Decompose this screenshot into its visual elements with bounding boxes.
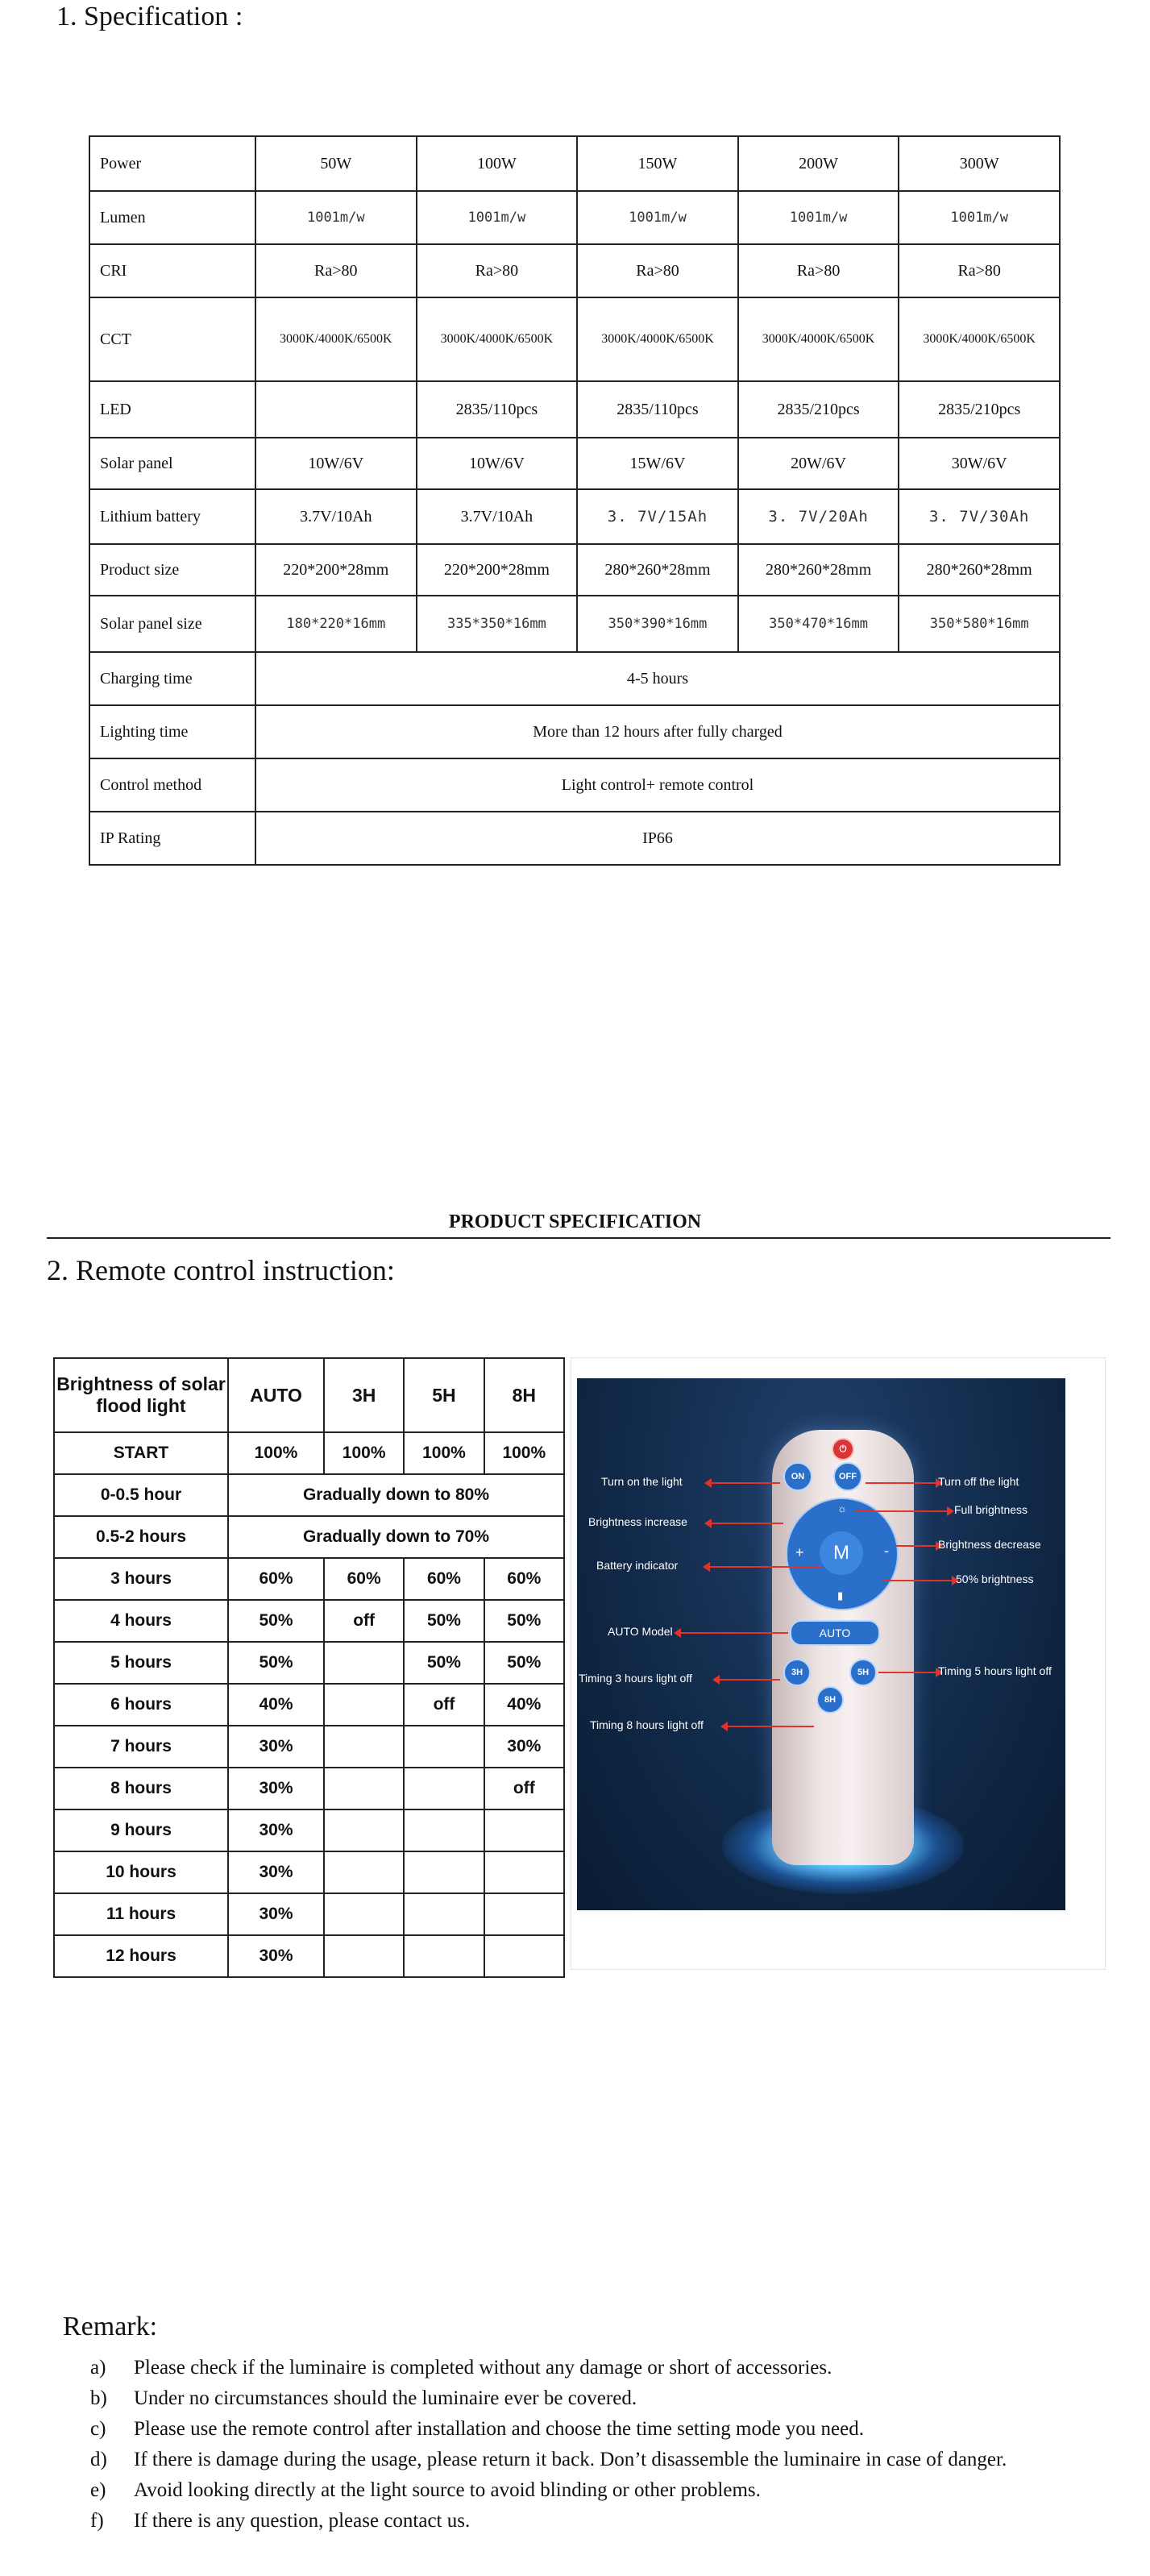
table-row [54, 1474, 564, 1516]
remote-control-image [577, 1378, 1065, 1910]
3h-button: 3H [783, 1659, 811, 1686]
table-cell: Ra>80 [417, 244, 578, 297]
label-auto-model: AUTO Model [608, 1625, 673, 1638]
table-cell: 150W [577, 136, 738, 191]
table-cell: 50% [404, 1642, 484, 1684]
merged-cell: Light control+ remote control [255, 758, 1060, 812]
table-cell: 350*390*16mm [577, 596, 738, 652]
label-timing-5h: Timing 5 hours light off [938, 1664, 1052, 1677]
table-cell: 10W/6V [417, 438, 578, 489]
table-row [54, 1935, 564, 1977]
remote-body [772, 1430, 914, 1865]
table-cell: 100% [324, 1432, 404, 1474]
table-cell: 2835/110pcs [417, 381, 578, 438]
list-text: If there is any question, please contact us. [134, 2510, 471, 2532]
auto-button: AUTO [790, 1620, 880, 1646]
label-turn-on: Turn on the light [601, 1475, 683, 1488]
label-timing-3h: Timing 3 hours light off [579, 1672, 692, 1685]
list-text: Please check if the luminaire is completed without any damage or short of accessories. [134, 2357, 832, 2379]
table-cell: 350*470*16mm [738, 596, 899, 652]
arrow [883, 1580, 953, 1581]
row-label: 4 hours [54, 1600, 228, 1642]
row-label: Power [89, 136, 255, 191]
label-timing-8h: Timing 8 hours light off [590, 1718, 704, 1731]
arrow [896, 1545, 936, 1547]
table-row [54, 1600, 564, 1642]
specification-table [89, 135, 1061, 866]
table-cell: 1001m/w [577, 191, 738, 244]
list-item [90, 2387, 1007, 2418]
remote-mode-table [53, 1357, 565, 1978]
row-label: Product size [89, 544, 255, 596]
table-row [89, 758, 1060, 812]
table-cell [404, 1809, 484, 1851]
table-cell: 220*200*28mm [417, 544, 578, 596]
arrow [856, 1510, 948, 1512]
table-cell: 3. 7V/20Ah [738, 489, 899, 544]
table-row [89, 652, 1060, 705]
table-cell: 3000K/4000K/6500K [577, 297, 738, 381]
table-cell: 300W [899, 136, 1060, 191]
table-row [89, 244, 1060, 297]
list-marker: e) [90, 2479, 106, 2501]
list-item [90, 2418, 1007, 2449]
arrow [866, 1482, 936, 1484]
table-cell: 30% [228, 1851, 324, 1893]
table-cell: 30% [228, 1935, 324, 1977]
row-label: Solar panel [89, 438, 255, 489]
table-cell: 50W [255, 136, 417, 191]
table-cell: 60% [404, 1558, 484, 1600]
arrow [711, 1523, 783, 1524]
table-cell: 30% [484, 1726, 564, 1768]
table-row [54, 1809, 564, 1851]
table-cell: 3. 7V/30Ah [899, 489, 1060, 544]
plus-icon: + [795, 1544, 804, 1560]
row-label: Lumen [89, 191, 255, 244]
label-50-brightness: 50% brightness [956, 1573, 1034, 1585]
merged-cell: IP66 [255, 812, 1060, 865]
table-row [89, 705, 1060, 758]
row-label: 3 hours [54, 1558, 228, 1600]
table-cell: off [404, 1684, 484, 1726]
table-row [89, 812, 1060, 865]
table-cell [324, 1893, 404, 1935]
table-cell [324, 1726, 404, 1768]
label-full-brightness: Full brightness [954, 1503, 1028, 1516]
table-cell [324, 1935, 404, 1977]
table-cell: off [324, 1600, 404, 1642]
table-cell [484, 1893, 564, 1935]
row-label: LED [89, 381, 255, 438]
table-row [89, 191, 1060, 244]
table-row [54, 1684, 564, 1726]
table-cell: 3000K/4000K/6500K [738, 297, 899, 381]
table-cell: 280*260*28mm [738, 544, 899, 596]
list-item [90, 2357, 1007, 2387]
row-label: 12 hours [54, 1935, 228, 1977]
list-item [90, 2449, 1007, 2479]
table-row [89, 297, 1060, 381]
table-cell [484, 1935, 564, 1977]
remark-title: Remark: [63, 2312, 158, 2341]
battery-icon: ▮ [837, 1589, 844, 1602]
table-cell: Ra>80 [577, 244, 738, 297]
table-cell: 30% [228, 1726, 324, 1768]
table-cell: off [484, 1768, 564, 1809]
table-row [54, 1851, 564, 1893]
table-cell [404, 1768, 484, 1809]
table-row [89, 438, 1060, 489]
list-text: Under no circumstances should the luminaire ever be covered. [134, 2387, 637, 2409]
table-cell: 30% [228, 1809, 324, 1851]
table-cell: 100% [228, 1432, 324, 1474]
arrow [711, 1482, 780, 1484]
section-title-specification: 1. Specification : [56, 2, 243, 31]
list-marker: a) [90, 2357, 106, 2379]
merged-cell: Gradually down to 80% [228, 1474, 564, 1516]
table-cell: 50% [404, 1600, 484, 1642]
merged-cell: More than 12 hours after fully charged [255, 705, 1060, 758]
row-label: Charging time [89, 652, 255, 705]
table-cell [324, 1642, 404, 1684]
table-cell: 50% [484, 1642, 564, 1684]
row-label: Lithium battery [89, 489, 255, 544]
table-row [54, 1516, 564, 1558]
column-header: AUTO [228, 1358, 324, 1432]
divider [47, 1237, 1111, 1239]
table-row [89, 489, 1060, 544]
row-label: 8 hours [54, 1768, 228, 1809]
control-ring [786, 1498, 899, 1610]
table-cell [404, 1893, 484, 1935]
table-header-row [54, 1358, 564, 1432]
table-cell [484, 1809, 564, 1851]
row-label: 7 hours [54, 1726, 228, 1768]
list-marker: f) [90, 2510, 104, 2532]
column-header: Brightness of solar flood light [54, 1358, 228, 1432]
table-cell [404, 1935, 484, 1977]
table-cell: 1001m/w [899, 191, 1060, 244]
5h-button: 5H [849, 1659, 877, 1686]
table-row [54, 1432, 564, 1474]
row-label: 11 hours [54, 1893, 228, 1935]
power-icon: ⏻ [832, 1438, 854, 1460]
table-cell: 200W [738, 136, 899, 191]
table-cell [324, 1851, 404, 1893]
table-cell: Ra>80 [255, 244, 417, 297]
table-cell: 100W [417, 136, 578, 191]
list-marker: d) [90, 2449, 107, 2470]
label-brightness-increase: Brightness increase [588, 1515, 687, 1528]
row-label: 5 hours [54, 1642, 228, 1684]
table-cell: 10W/6V [255, 438, 417, 489]
list-marker: b) [90, 2387, 107, 2409]
arrow [680, 1632, 788, 1634]
table-cell: 100% [404, 1432, 484, 1474]
table-cell: 40% [228, 1684, 324, 1726]
column-header: 3H [324, 1358, 404, 1432]
table-cell [404, 1851, 484, 1893]
table-cell: 50% [484, 1600, 564, 1642]
table-row [89, 544, 1060, 596]
arrow [709, 1566, 822, 1568]
off-button: OFF [833, 1462, 862, 1491]
table-row [54, 1893, 564, 1935]
mode-button: M [820, 1531, 863, 1575]
row-label: 10 hours [54, 1851, 228, 1893]
table-row [89, 136, 1060, 191]
row-label: Lighting time [89, 705, 255, 758]
label-brightness-decrease: Brightness decrease [938, 1538, 1041, 1551]
arrow [878, 1672, 936, 1673]
table-cell: 1001m/w [417, 191, 578, 244]
table-cell: 30% [228, 1893, 324, 1935]
row-label: 0-0.5 hour [54, 1474, 228, 1516]
table-cell: 3. 7V/15Ah [577, 489, 738, 544]
table-cell: 60% [324, 1558, 404, 1600]
sun-icon: ☼ [837, 1502, 847, 1514]
merged-cell: Gradually down to 70% [228, 1516, 564, 1558]
table-cell: 3000K/4000K/6500K [255, 297, 417, 381]
row-label: CRI [89, 244, 255, 297]
table-cell: 1001m/w [255, 191, 417, 244]
row-label: 0.5-2 hours [54, 1516, 228, 1558]
table-cell: 100% [484, 1432, 564, 1474]
table-row [54, 1768, 564, 1809]
table-cell: 350*580*16mm [899, 596, 1060, 652]
table-cell: 30W/6V [899, 438, 1060, 489]
table-row [54, 1726, 564, 1768]
table-cell: 335*350*16mm [417, 596, 578, 652]
label-battery-indicator: Battery indicator [596, 1559, 679, 1572]
table-cell: 20W/6V [738, 438, 899, 489]
table-cell [324, 1684, 404, 1726]
table-cell [324, 1809, 404, 1851]
table-cell: 30% [228, 1768, 324, 1809]
table-cell: 280*260*28mm [899, 544, 1060, 596]
arrow [719, 1679, 780, 1681]
row-label: Solar panel size [89, 596, 255, 652]
row-label: 9 hours [54, 1809, 228, 1851]
row-label: CCT [89, 297, 255, 381]
column-header: 8H [484, 1358, 564, 1432]
table-cell: 220*200*28mm [255, 544, 417, 596]
table-cell: 60% [484, 1558, 564, 1600]
row-label: 6 hours [54, 1684, 228, 1726]
table-cell [255, 381, 417, 438]
row-label: Control method [89, 758, 255, 812]
8h-button: 8H [816, 1686, 844, 1714]
minus-icon: - [884, 1543, 889, 1559]
table-cell: 50% [228, 1600, 324, 1642]
list-item [90, 2510, 1007, 2541]
table-row [89, 381, 1060, 438]
list-text: Avoid looking directly at the light source to avoid blinding or other problems. [134, 2479, 761, 2501]
table-cell: 2835/110pcs [577, 381, 738, 438]
table-row [54, 1642, 564, 1684]
product-specification-title: PRODUCT SPECIFICATION [448, 1211, 702, 1232]
table-cell: Ra>80 [738, 244, 899, 297]
table-cell [484, 1851, 564, 1893]
table-cell: 1001m/w [738, 191, 899, 244]
table-cell: 50% [228, 1642, 324, 1684]
table-cell: 2835/210pcs [738, 381, 899, 438]
table-cell: 3000K/4000K/6500K [899, 297, 1060, 381]
arrow [727, 1726, 814, 1727]
remark-list [90, 2357, 1007, 2541]
table-cell: 2835/210pcs [899, 381, 1060, 438]
label-turn-off: Turn off the light [938, 1475, 1019, 1488]
table-cell: 3.7V/10Ah [255, 489, 417, 544]
table-cell [404, 1726, 484, 1768]
list-item [90, 2479, 1007, 2510]
section-title-remote: 2. Remote control instruction: [47, 1254, 395, 1286]
table-cell: 3.7V/10Ah [417, 489, 578, 544]
table-cell: 40% [484, 1684, 564, 1726]
list-text: If there is damage during the usage, please return it back. Don’t disassemble the luminaire in case of danger. [134, 2449, 1007, 2470]
column-header: 5H [404, 1358, 484, 1432]
on-button: ON [783, 1462, 812, 1491]
table-row [54, 1558, 564, 1600]
row-label: START [54, 1432, 228, 1474]
row-label: IP Rating [89, 812, 255, 865]
list-marker: c) [90, 2418, 106, 2440]
table-row [89, 596, 1060, 652]
merged-cell: 4-5 hours [255, 652, 1060, 705]
table-cell: Ra>80 [899, 244, 1060, 297]
table-cell: 180*220*16mm [255, 596, 417, 652]
table-cell: 15W/6V [577, 438, 738, 489]
table-cell: 280*260*28mm [577, 544, 738, 596]
table-cell [324, 1768, 404, 1809]
list-text: Please use the remote control after installation and choose the time setting mode you need. [134, 2418, 864, 2440]
table-cell: 60% [228, 1558, 324, 1600]
table-cell: 3000K/4000K/6500K [417, 297, 578, 381]
